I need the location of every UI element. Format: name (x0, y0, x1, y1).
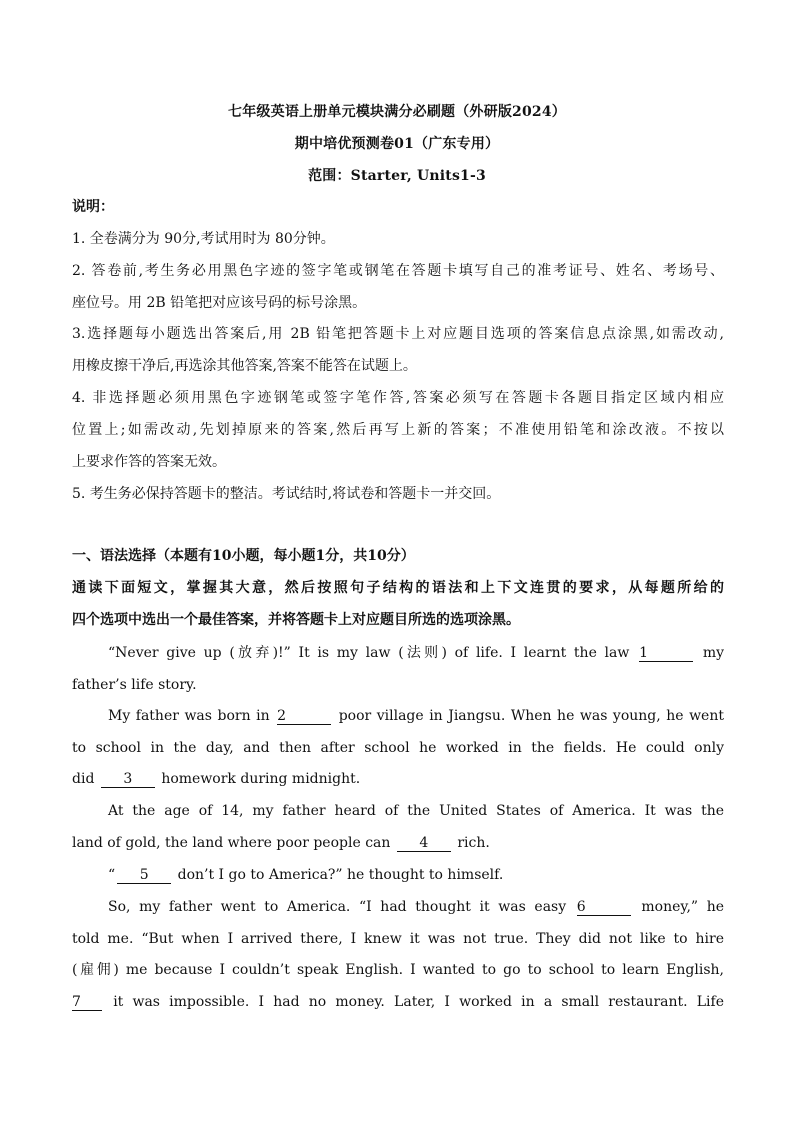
passage-text: money,” he (641, 899, 724, 915)
answer-blank-7[interactable]: 7 (72, 994, 102, 1011)
section-directions: 通读下面短文，掌握其大意，然后按照句子结构的语法和上下文连贯的要求，从每题所给的 (72, 580, 724, 596)
answer-blank-5[interactable]: 5 (117, 867, 171, 884)
instruction-line: 用橡皮擦干净后,再选涂其他答案,答案不能答在试题上。 (72, 358, 417, 374)
passage-line (72, 769, 724, 789)
passage-text: don’t I go to America?” he thought to himself. (177, 867, 504, 883)
passage-line: told me. “But when I arrived there, I knew it was not true. They did not like to hire (72, 931, 724, 947)
passage-line: to school in the day, and then after school he worked in the fields. He could only (72, 740, 724, 756)
passage-line: At the age of 14, my father heard of the United States of America. It was the (108, 803, 724, 819)
answer-blank-3[interactable]: 3 (101, 771, 155, 788)
answer-blank-2[interactable]: 2 (277, 708, 331, 725)
passage-text: My father was born in (108, 708, 270, 724)
instruction-line: 5. 考生务必保持答题卡的整洁。考试结时,将试卷和答题卡一并交回。 (72, 486, 501, 502)
passage-line (72, 643, 724, 663)
instruction-line: 上要求作答的答案无效。 (72, 454, 226, 470)
passage-text: So, my father went to America. “I had thought it was easy (108, 899, 567, 915)
passage-text: homework during midnight. (161, 771, 361, 787)
passage-text: did (72, 771, 95, 787)
passage-text: “ (108, 867, 116, 883)
passage-text: rich. (457, 835, 490, 851)
passage-text: land of gold, the land where poor people can (72, 835, 391, 851)
passage-text: “Never give up (放弃)!” It is my law (法则) of life. I learnt the law (108, 645, 630, 661)
instruction-line: 4. 非选择题必须用黑色字迹钢笔或签字笔作答,答案必须写在答题卡各题目指定区域内相应 (72, 390, 724, 406)
instruction-line: 1. 全卷满分为 90分,考试用时为 80分钟。 (72, 231, 335, 247)
passage-line: father’s life story. (72, 677, 197, 693)
passage-line (72, 897, 724, 917)
passage-line (72, 865, 724, 885)
instruction-line: 2. 答卷前,考生务必用黑色字迹的签字笔或钢笔在答题卡填写自己的准考证号、姓名、考场号、 (72, 263, 724, 279)
passage-text: poor village in Jiangsu. When he was young, he went (338, 708, 724, 724)
answer-blank-1[interactable]: 1 (639, 645, 693, 662)
answer-blank-6[interactable]: 6 (577, 899, 631, 916)
section-directions: 四个选项中选出一个最佳答案，并将答题卡上对应题目所选的选项涂黑。 (72, 612, 520, 628)
exam-subtitle: 期中培优预测卷01（广东专用） (294, 136, 500, 152)
instructions-heading: 说明： (72, 199, 114, 215)
exam-title: 七年级英语上册单元模块满分必刷题（外研版2024） (228, 104, 566, 120)
instruction-line: 3.选择题每小题选出答案后,用 2B 铅笔把答题卡上对应题目选项的答案信息点涂黑,如需改动, (72, 326, 724, 342)
passage-text: my (702, 645, 724, 661)
passage-line (72, 706, 724, 726)
section-heading: 一、语法选择（本题有10小题，每小题1分，共10分） (72, 548, 415, 564)
answer-blank-4[interactable]: 4 (397, 835, 451, 852)
instruction-line: 位置上;如需改动,先划掉原来的答案,然后再写上新的答案；不准使用铅笔和涂改液。不按以 (72, 422, 724, 438)
passage-line (72, 992, 724, 1012)
passage-text: it was impossible. I had no money. Later, I worked in a small restaurant. Life (113, 994, 724, 1010)
passage-line (72, 833, 724, 853)
passage-line: (雇佣) me because I couldn’t speak English. I wanted to go to school to learn English, (72, 962, 724, 978)
instruction-line: 座位号。用 2B 铅笔把对应该号码的标号涂黑。 (72, 295, 367, 311)
exam-scope: 范围：Starter, Units1-3 (308, 168, 486, 184)
